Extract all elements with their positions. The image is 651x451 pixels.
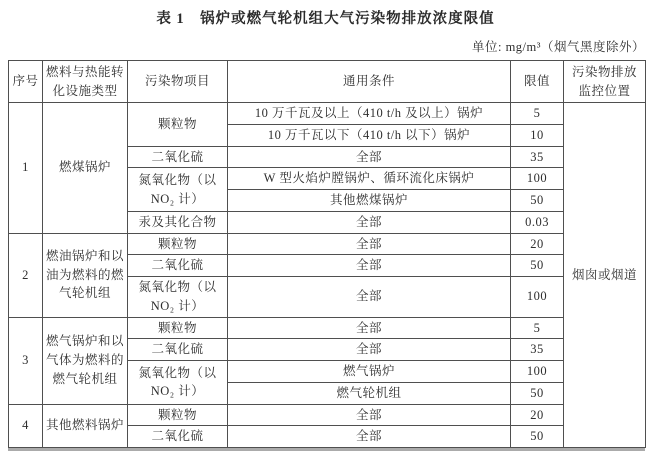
header-facility: 燃料与热能转化设施类型 — [43, 61, 128, 103]
limit-cell: 0.03 — [511, 211, 564, 233]
pollutant-cell: 颗粒物 — [128, 317, 228, 339]
limit-cell: 50 — [511, 255, 564, 277]
limit-cell: 50 — [511, 190, 564, 212]
header-condition: 通用条件 — [228, 61, 511, 103]
limit-cell: 35 — [511, 339, 564, 361]
table-title: 表 1 锅炉或燃气轮机组大气污染物排放浓度限值 — [156, 11, 495, 27]
condition-cell: 全部 — [228, 146, 511, 168]
limit-cell: 100 — [511, 168, 564, 190]
condition-cell: 10 万千瓦以下（410 t/h 以下）锅炉 — [228, 124, 511, 146]
emission-limits-table — [8, 60, 646, 448]
condition-cell: 全部 — [228, 339, 511, 361]
table-row — [9, 404, 646, 426]
limit-cell: 50 — [511, 382, 564, 404]
facility-cell: 燃煤锅炉 — [43, 103, 128, 234]
condition-cell: 全部 — [228, 404, 511, 426]
unit-note: 单位: mg/m³（烟气黑度除外） — [471, 40, 645, 54]
limit-cell: 100 — [511, 361, 564, 383]
limit-cell: 5 — [511, 103, 564, 125]
pollutant-cell: 二氧化硫 — [128, 255, 228, 277]
header-no: 序号 — [9, 61, 43, 103]
row-number-cell: 3 — [9, 317, 43, 404]
limit-cell: 35 — [511, 146, 564, 168]
pollutant-cell: 颗粒物 — [128, 233, 228, 255]
limit-cell: 5 — [511, 317, 564, 339]
pollutant-cell: 二氧化硫 — [128, 146, 228, 168]
limit-cell: 10 — [511, 124, 564, 146]
limit-cell: 100 — [511, 277, 564, 318]
condition-cell: 全部 — [228, 277, 511, 318]
pollutant-cell: 二氧化硫 — [128, 426, 228, 448]
condition-cell: 全部 — [228, 211, 511, 233]
condition-cell: 燃气轮机组 — [228, 382, 511, 404]
pollutant-cell: 汞及其化合物 — [128, 211, 228, 233]
row-number-cell: 2 — [9, 233, 43, 317]
limit-cell: 50 — [511, 426, 564, 448]
condition-cell: 全部 — [228, 317, 511, 339]
header-pollutant: 污染物项目 — [128, 61, 228, 103]
header-limit: 限值 — [511, 61, 564, 103]
condition-cell: W 型火焰炉膛锅炉、循环流化床锅炉 — [228, 168, 511, 190]
table-row — [9, 317, 646, 339]
condition-cell: 全部 — [228, 426, 511, 448]
pollutant-cell: 氮氧化物（以 NO₂ 计） — [128, 361, 228, 405]
condition-cell: 其他燃煤锅炉 — [228, 190, 511, 212]
pollutant-cell: 氮氧化物（以 NO₂ 计） — [128, 277, 228, 318]
pollutant-cell: 氮氧化物（以 NO₂ 计） — [128, 168, 228, 212]
monitoring-cell: 烟囱或烟道 — [564, 103, 646, 448]
row-number-cell: 4 — [9, 404, 43, 448]
pollutant-cell: 颗粒物 — [128, 103, 228, 147]
limit-cell: 20 — [511, 404, 564, 426]
limit-cell: 20 — [511, 233, 564, 255]
table-row — [9, 233, 646, 255]
pollutant-cell: 二氧化硫 — [128, 339, 228, 361]
facility-cell: 其他燃料锅炉 — [43, 404, 128, 448]
facility-cell: 燃油锅炉和以油为燃料的燃气轮机组 — [43, 233, 128, 317]
header-monitoring: 污染物排放监控位置 — [564, 61, 646, 103]
row-number-cell: 1 — [9, 103, 43, 234]
pollutant-cell: 颗粒物 — [128, 404, 228, 426]
condition-cell: 全部 — [228, 233, 511, 255]
facility-cell: 燃气锅炉和以气体为燃料的燃气轮机组 — [43, 317, 128, 404]
header-row — [9, 61, 646, 103]
emission-limits-table-wrap — [8, 60, 645, 451]
condition-cell: 全部 — [228, 255, 511, 277]
table-row — [9, 103, 646, 125]
condition-cell: 燃气锅炉 — [228, 361, 511, 383]
condition-cell: 10 万千瓦及以上（410 t/h 及以上）锅炉 — [228, 103, 511, 125]
